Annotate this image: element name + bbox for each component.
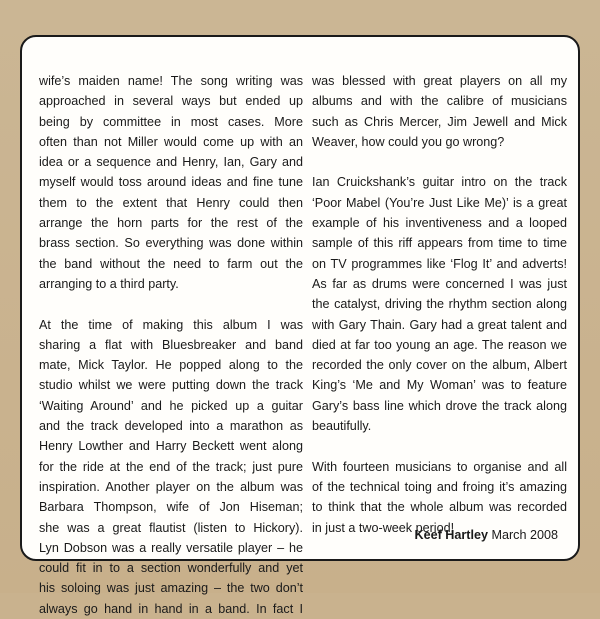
text-line: Ian Cruickshank’s guitar intro on the track <box>312 175 567 190</box>
paragraph-gap <box>312 436 567 456</box>
text-line: arranging to a third party. <box>39 276 179 291</box>
text-line: them to the extent that Henry could then <box>39 195 303 210</box>
text-line: studio whilst we were putting down the track <box>39 378 303 393</box>
text-line: Weaver, how could you go wrong? <box>312 134 505 149</box>
text-line: ‘Waiting Around’ and he picked up a guitar <box>39 398 303 413</box>
paragraph-gap <box>39 294 303 314</box>
text-line: King’s ‘Me and My Woman’ was to feature <box>312 378 567 393</box>
text-line: arrange the horn parts for the rest of the <box>39 216 303 231</box>
text-line: inspiration. Another player on the album was <box>39 479 303 494</box>
text-line: was blessed with great players on all my <box>312 74 567 88</box>
text-line: the band without the need to farm out the <box>39 256 303 271</box>
paragraph <box>312 71 567 152</box>
paragraph <box>312 172 567 436</box>
text-line: his soloing was just amazing – the two don’t <box>39 581 303 596</box>
text-line: often than not Miller would come up with an <box>39 134 303 149</box>
text-line: myself would toss around ideas and fine tune <box>39 175 303 190</box>
text-line: recorded the only cover on the album, Albert <box>312 358 567 373</box>
text-panel <box>20 35 580 616</box>
text-line: brass section. So everything was done within <box>39 236 303 251</box>
text-line: sharing a flat with Bluesbreaker and band <box>39 337 303 352</box>
text-line: she was a great flautist (listen to Hickory). <box>39 520 303 535</box>
text-line: could fit in to a section wonderfully and yet <box>39 561 303 576</box>
text-line: example of his inventiveness and a looped <box>312 216 567 231</box>
text-line: on TV programmes like ‘Flog It’ and adverts! <box>312 256 567 271</box>
paragraph-gap <box>312 152 567 172</box>
text-line: in just a two-week period! <box>312 520 455 535</box>
text-line: the catalyst, driving the rhythm section along <box>312 297 567 312</box>
text-line: and the track developed into a marathon as <box>39 419 303 434</box>
text-line: Lyn Dobson was a really versatile player – he <box>39 540 303 555</box>
text-line: approached in several ways but ended up <box>39 94 303 109</box>
text-line: of the technical toing and froing it’s amazing <box>312 479 567 494</box>
text-line: being by committee in most cases. More <box>39 114 303 129</box>
paragraph <box>39 315 303 619</box>
signature-date: March 2008 <box>491 528 558 542</box>
text-line: mate, Mick Taylor. He popped along to the <box>39 358 303 373</box>
author-name: Keef Hartley <box>414 528 488 542</box>
text-line: wife’s maiden name! The song writing was <box>39 74 303 88</box>
paragraph <box>312 457 567 538</box>
text-line: died at far too young an age. The reason we <box>312 337 567 352</box>
text-line: Gary’s bass line which drove the track along <box>312 398 567 413</box>
right-column <box>312 71 567 538</box>
text-line: With fourteen musicians to organise and all <box>312 459 567 474</box>
text-line: to think that the whole album was recorded <box>312 500 567 515</box>
left-column <box>39 71 303 619</box>
signature <box>414 528 558 542</box>
text-line: with Gary Thain. Gary had a great talent and <box>312 317 567 332</box>
text-line: idea or a sequence and Henry, Ian, Gary and <box>39 155 303 170</box>
paragraph <box>39 71 303 294</box>
text-line: albums and with the calibre of musicians <box>312 94 567 109</box>
text-line: Barbara Thompson, wife of Jon Hiseman; <box>39 500 303 515</box>
text-line: beautifully. <box>312 419 372 434</box>
text-line: for the ride at the end of the track; just pure <box>39 459 303 474</box>
text-line: Henry Lowther and Harry Beckett went along <box>39 439 303 454</box>
text-line: sample of this riff appears from time to time <box>312 236 567 251</box>
text-line: As far as drums were concerned I was just <box>312 276 567 291</box>
text-line: always go hand in hand in a band. In fact I <box>39 601 303 616</box>
text-line: ‘Poor Mabel (You’re Just Like Me)’ is a great <box>312 195 567 210</box>
text-line: such as Chris Mercer, Jim Jewell and Mick <box>312 114 567 129</box>
text-line: At the time of making this album I was <box>39 317 303 332</box>
